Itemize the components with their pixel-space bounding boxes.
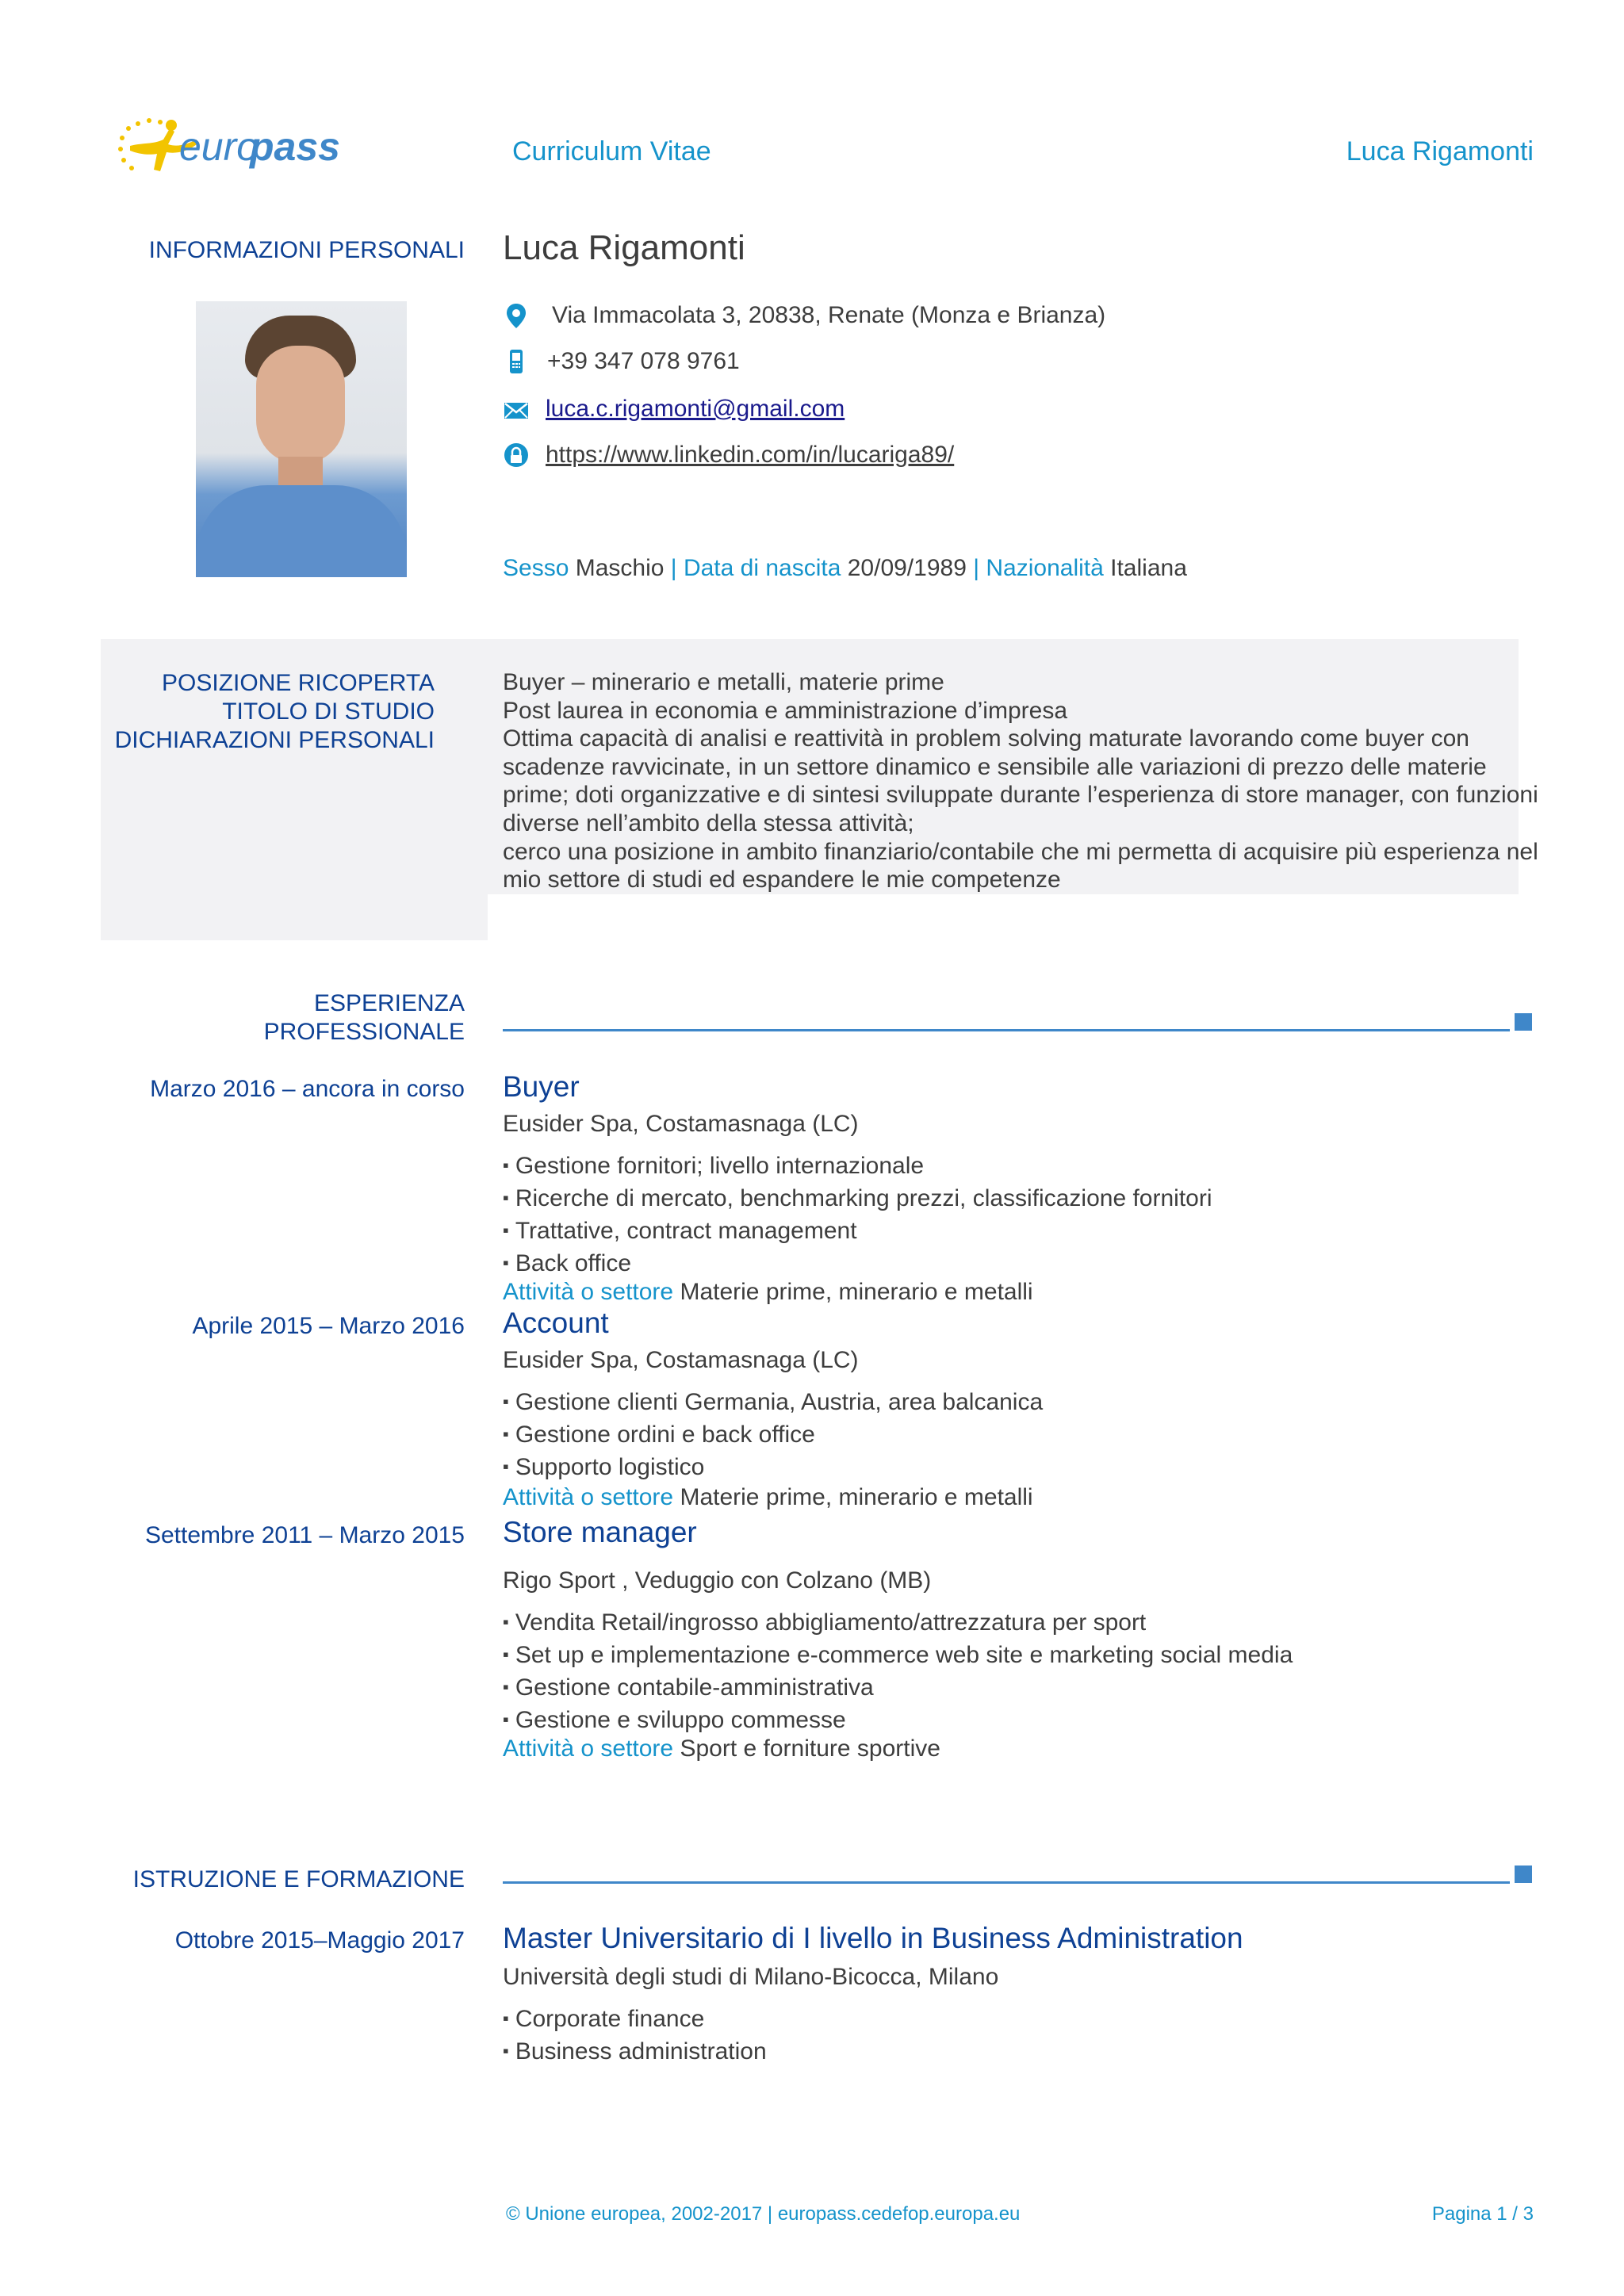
globe-icon <box>503 442 530 469</box>
label-position: POSIZIONE RICOPERTA <box>162 670 435 696</box>
label-study-title: TITOLO DI STUDIO <box>222 698 435 725</box>
experience-rule-square <box>1515 1013 1532 1031</box>
job-bullet: ▪ Ricerche di mercato, benchmarking prezzi, classificazione fornitori <box>503 1182 1534 1215</box>
photo-face <box>256 346 345 465</box>
nationality-label: Nazionalità <box>986 555 1104 581</box>
mobile-phone-icon <box>503 348 530 375</box>
separator: | <box>973 555 980 581</box>
experience-rule <box>503 1029 1510 1031</box>
job-title: Buyer <box>503 1070 580 1103</box>
email-link[interactable]: luca.c.rigamonti@gmail.com <box>546 396 845 422</box>
job-employer: Rigo Sport , Veduggio con Colzano (MB) <box>503 1567 932 1594</box>
address: Via Immacolata 3, 20838, Renate (Monza e Brianza) <box>552 302 1106 328</box>
europass-logo <box>114 113 352 184</box>
person-name: Luca Rigamonti <box>503 228 745 267</box>
job-entry <box>503 1305 1534 1513</box>
job-bullet: ▪ Supporto logistico <box>503 1451 1534 1483</box>
job-bullet: ▪ Gestione ordini e back office <box>503 1418 1534 1451</box>
job-employer: Eusider Spa, Costamasnaga (LC) <box>503 1111 859 1137</box>
job-title: Store manager <box>503 1516 697 1548</box>
experience-label-line2: PROFESSIONALE <box>263 1019 465 1045</box>
job-sector <box>503 1733 1534 1765</box>
position-line: prime; doti organizzative e di sintesi sviluppate durante l’esperienza di store manager, con funzioni <box>503 782 1538 809</box>
birth-label: Data di nascita <box>683 555 841 581</box>
education-institution: Università degli studi di Milano-Bicocca, Milano <box>503 1964 999 1990</box>
sector-label: Attività o settore <box>503 1484 674 1510</box>
position-line: scadenze ravvicinate, in un settore dinamico e sensibile alle variazioni di prezzo delle materie <box>503 753 1487 780</box>
education-rule <box>503 1881 1510 1884</box>
sector-label: Attività o settore <box>503 1279 674 1305</box>
job-bullet: ▪ Back office <box>503 1247 1534 1280</box>
sex-value: Maschio <box>575 555 665 581</box>
label-personal-statement: DICHIARAZIONI PERSONALI <box>114 727 435 753</box>
sector-label: Attività o settore <box>503 1735 674 1762</box>
job-bullet: ▪ Vendita Retail/ingrosso abbigliamento/attrezzatura per sport <box>503 1606 1534 1639</box>
job-entry <box>503 1069 1534 1308</box>
personal-details-line <box>503 553 1187 584</box>
phone: +39 347 078 9761 <box>547 348 740 374</box>
position-line: Ottima capacità di analisi e reattività in problem solving maturate lavorando come buyer con <box>503 725 1469 752</box>
education-dates: Ottobre 2015–Maggio 2017 <box>174 1927 465 1954</box>
job-bullet: ▪ Gestione clienti Germania, Austria, area balcanica <box>503 1386 1534 1418</box>
section-label-experience <box>264 989 465 1047</box>
education-bullet: ▪ Business administration <box>503 2035 1534 2068</box>
header-person-name: Luca Rigamonti <box>1346 136 1534 166</box>
education-rule-square <box>1515 1866 1532 1883</box>
job-bullet: ▪ Gestione fornitori; livello internazionale <box>503 1150 1534 1182</box>
job-sector <box>503 1276 1534 1308</box>
position-line: cerco una posizione in ambito finanziario/contabile che mi permetta di acquisire più esperienza nel <box>503 838 1538 865</box>
job-bullet: ▪ Gestione e sviluppo commesse <box>503 1704 1534 1736</box>
education-bullet: ▪ Corporate finance <box>503 2003 1534 2035</box>
job-title: Account <box>503 1307 609 1339</box>
birth-value: 20/09/1989 <box>847 555 967 581</box>
job-dates: Aprile 2015 – Marzo 2016 <box>192 1313 465 1339</box>
job-employer: Eusider Spa, Costamasnaga (LC) <box>503 1347 859 1373</box>
job-entry <box>503 1514 1534 1765</box>
job-sector <box>503 1482 1534 1513</box>
section-label-education: ISTRUZIONE E FORMAZIONE <box>132 1866 465 1892</box>
education-title: Master Universitario di I livello in Business Administration <box>503 1922 1243 1954</box>
education-entry <box>503 1920 1534 2068</box>
doc-title: Curriculum Vitae <box>512 136 711 166</box>
experience-label-line1: ESPERIENZA <box>313 990 465 1016</box>
profile-photo <box>196 301 407 577</box>
footer-copyright: © Unione europea, 2002-2017 | europass.cedefop.europa.eu <box>506 2203 1021 2225</box>
sector-value: Sport e forniture sportive <box>680 1735 940 1762</box>
photo-shirt <box>196 485 407 577</box>
position-line: Post laurea in economia e amministrazione d’impresa <box>503 697 1068 724</box>
job-dates: Marzo 2016 – ancora in corso <box>150 1076 465 1102</box>
logo-text-pass: pass <box>250 124 340 169</box>
position-line: mio settore di studi ed espandere le mie competenze <box>503 867 1061 894</box>
job-bullet: ▪ Set up e implementazione e-commerce web site e marketing social media <box>503 1639 1534 1671</box>
envelope-icon <box>503 396 530 423</box>
website-link[interactable]: https://www.linkedin.com/in/lucariga89/ <box>546 442 955 468</box>
sex-label: Sesso <box>503 555 569 581</box>
position-line: Buyer – minerario e metalli, materie prime <box>503 669 944 695</box>
position-labels <box>115 669 435 755</box>
sector-value: Materie prime, minerario e metalli <box>680 1279 1033 1305</box>
sector-value: Materie prime, minerario e metalli <box>680 1484 1033 1510</box>
separator: | <box>670 555 677 581</box>
location-pin-icon <box>503 302 530 329</box>
position-line: diverse nell’ambito della stessa attività; <box>503 809 914 836</box>
position-text <box>503 668 1538 894</box>
job-bullet: ▪ Trattative, contract management <box>503 1215 1534 1247</box>
footer-page-number: Pagina 1 / 3 <box>1431 2203 1534 2225</box>
section-label-personal: INFORMAZIONI PERSONALI <box>148 237 465 263</box>
logo-text-euro: euro <box>179 124 259 169</box>
job-dates: Settembre 2011 – Marzo 2015 <box>144 1522 465 1548</box>
nationality-value: Italiana <box>1110 555 1187 581</box>
job-bullet: ▪ Gestione contabile-amministrativa <box>503 1671 1534 1704</box>
